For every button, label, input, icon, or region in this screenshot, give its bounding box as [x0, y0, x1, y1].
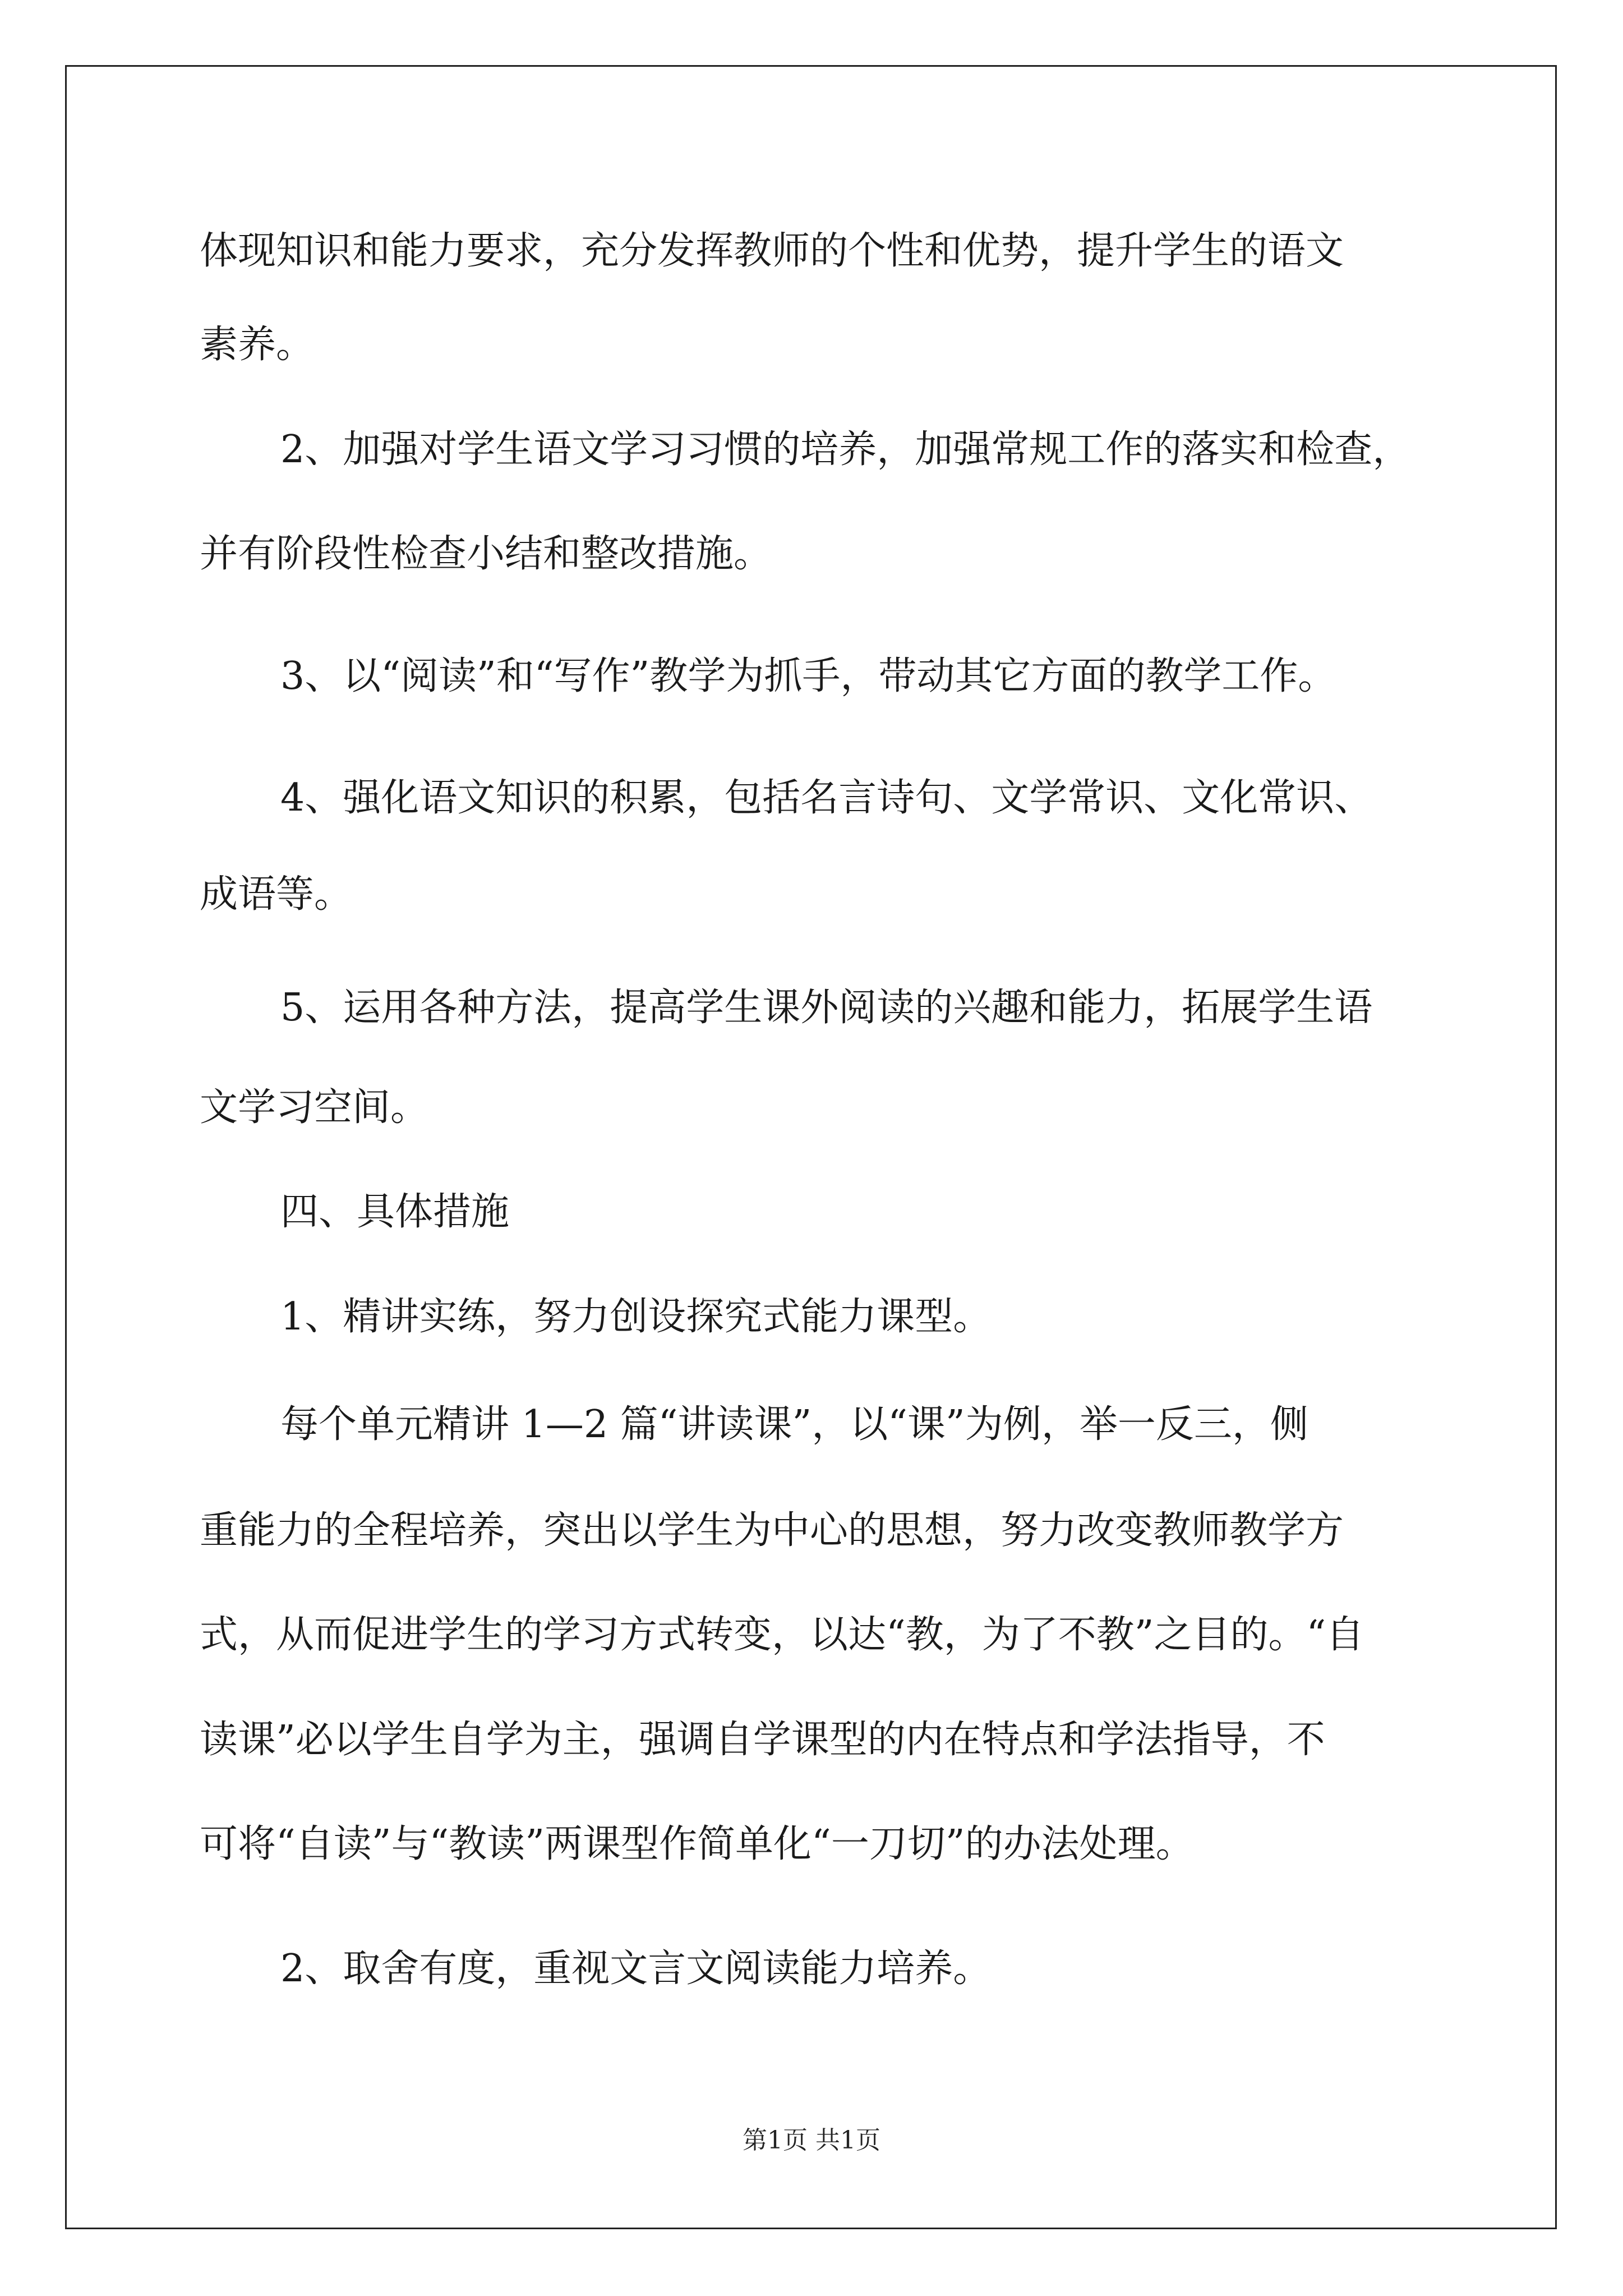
text-line: 每个单元精讲 1—2 篇“讲读课”，以“课”为例，举一反三，侧 [280, 1402, 1308, 1447]
text-line: 5、运用各种方法，提高学生课外阅读的兴趣和能力，拓展学生语 [280, 986, 1373, 1030]
text-line: 体现知识和能力要求，充分发挥教师的个性和优势，提升学生的语文 [200, 229, 1344, 273]
text-line: 2、取舍有度，重视文言文阅读能力培养。 [280, 1947, 992, 1991]
text-line: 重能力的全程培养，突出以学生为中心的思想，努力改变教师教学方 [200, 1508, 1344, 1553]
text-line: 3、以“阅读”和“写作”教学为抓手，带动其它方面的教学工作。 [280, 654, 1336, 698]
section-heading: 四、具体措施 [280, 1190, 510, 1234]
text-line: 素养。 [200, 323, 315, 367]
text-line: 成语等。 [200, 872, 353, 917]
text-line: 读课”必以学生自学为主，强调自学课型的内在特点和学法指导，不 [200, 1718, 1325, 1762]
text-line: 2、加强对学生语文学习习惯的培养，加强常规工作的落实和检查， [280, 427, 1411, 472]
text-line: 式，从而促进学生的学习方式转变，以达“教，为了不教”之目的。“自 [200, 1613, 1364, 1657]
page-footer: 第1页 共1页 [743, 2126, 880, 2155]
text-line: 1、精讲实练，努力创设探究式能力课型。 [280, 1295, 992, 1339]
page-border [65, 65, 1557, 2229]
text-line: 4、强化语文知识的积累，包括名言诗句、文学常识、文化常识、 [280, 776, 1373, 820]
text-line: 并有阶段性检查小结和整改措施。 [200, 532, 772, 576]
text-line: 文学习空间。 [200, 1085, 429, 1130]
text-line: 可将“自读”与“教读”两课型作简单化“一刀切”的办法处理。 [200, 1822, 1194, 1866]
